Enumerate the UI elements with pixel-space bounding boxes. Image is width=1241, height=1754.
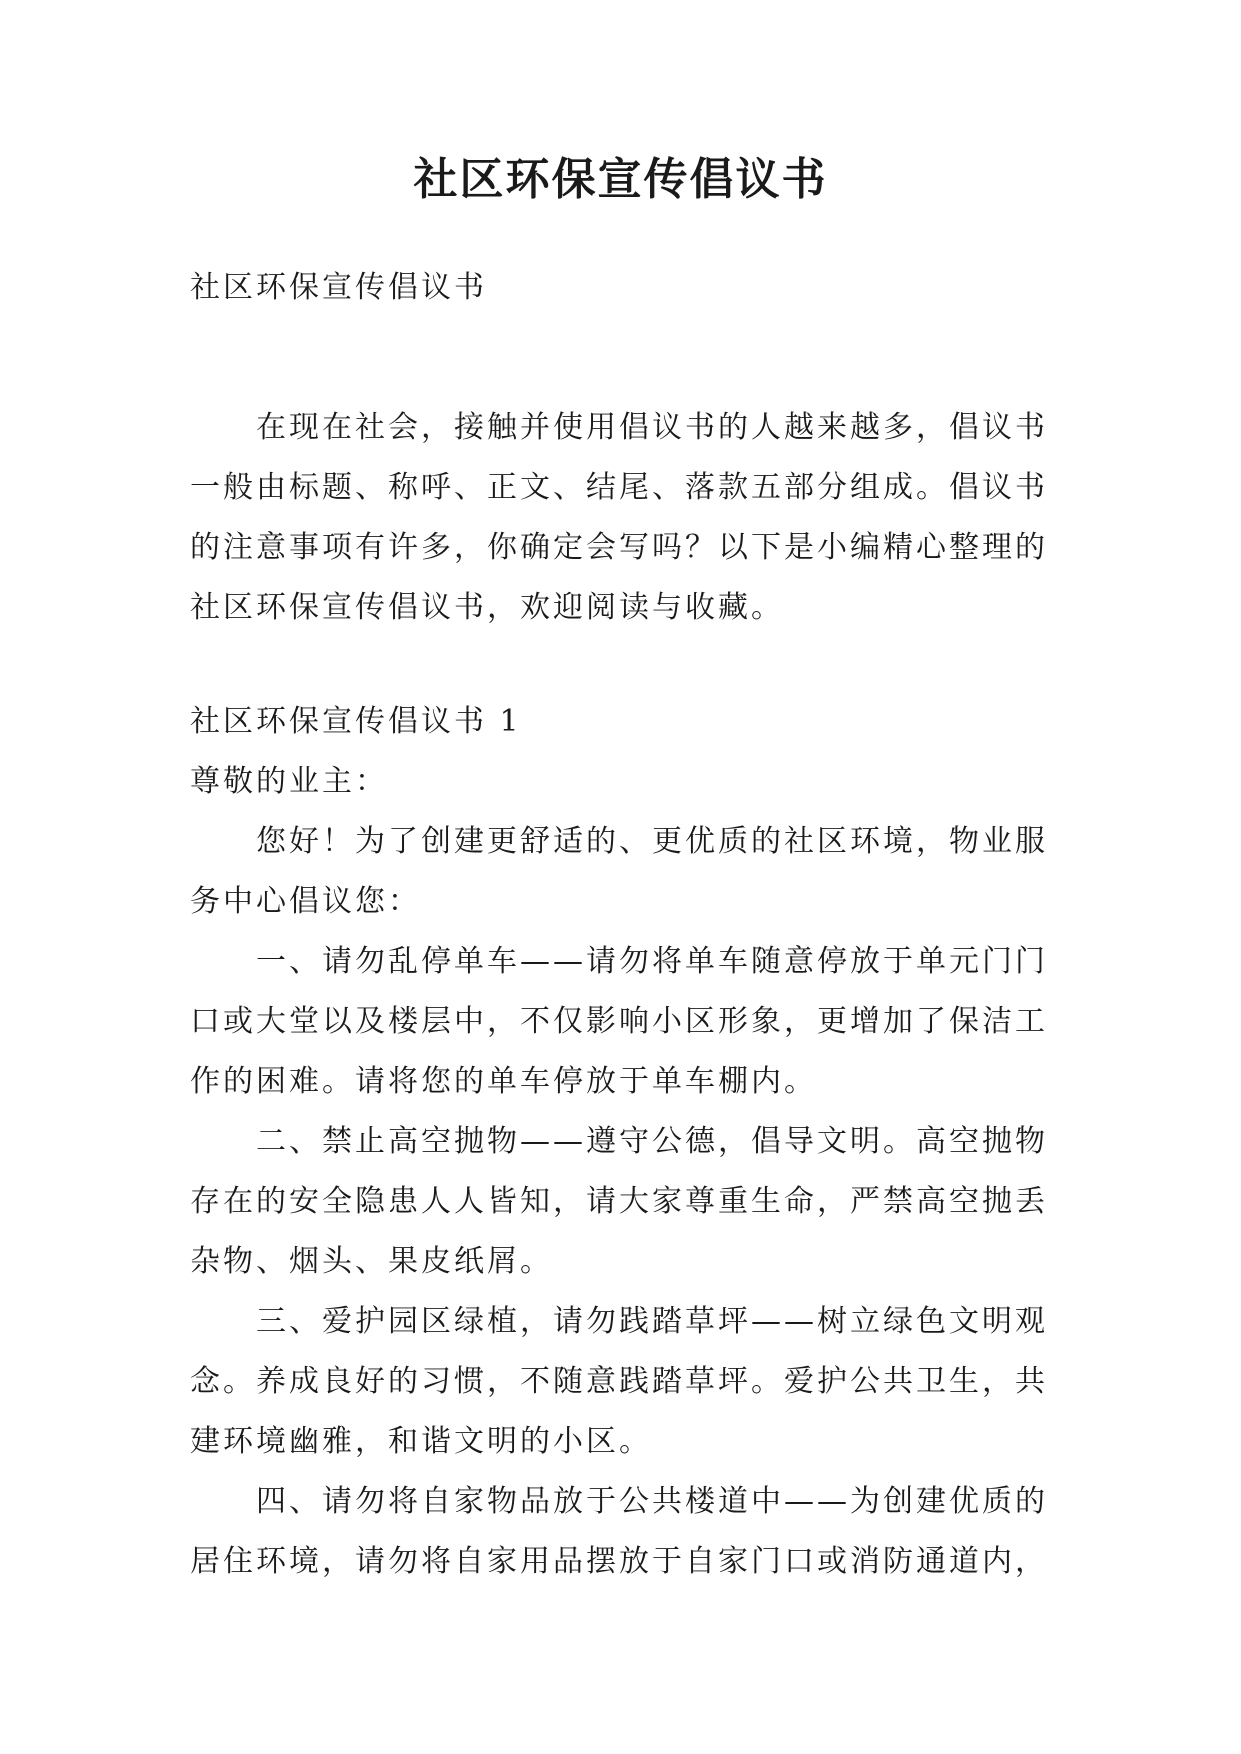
body-line: 居住环境，请勿将自家用品摆放于自家门口或消防通道内， bbox=[190, 1544, 1048, 1579]
body-line: 四、请勿将自家物品放于公共楼道中——为创建优质的 bbox=[256, 1484, 1048, 1519]
body-line: 您好！为了创建更舒适的、更优质的社区环境，物业服 bbox=[256, 824, 1048, 859]
subtitle-line: 社区环保宣传倡议书 bbox=[190, 270, 487, 305]
intro-paragraph bbox=[190, 398, 1060, 638]
body-line: 务中心倡议您： bbox=[190, 884, 421, 919]
body-line: 口或大堂以及楼层中，不仅影响小区形象，更增加了保洁工 bbox=[190, 1004, 1048, 1039]
document-title: 社区环保宣传倡议书 bbox=[413, 154, 828, 205]
section-heading: 社区环保宣传倡议书 1 bbox=[190, 704, 522, 739]
body-line: 杂物、烟头、果皮纸屑。 bbox=[190, 1244, 553, 1279]
document-subtitle bbox=[190, 258, 1060, 318]
body-line: 三、爱护园区绿植，请勿践踏草坪——树立绿色文明观 bbox=[256, 1304, 1048, 1339]
body-line: 二、禁止高空抛物——遵守公德，倡导文明。高空抛物 bbox=[256, 1124, 1048, 1159]
body-line: 一、请勿乱停单车——请勿将单车随意停放于单元门门 bbox=[256, 944, 1048, 979]
body-line: 念。养成良好的习惯，不随意践踏草坪。爱护公共卫生，共 bbox=[190, 1364, 1048, 1399]
intro-line: 在现在社会，接触并使用倡议书的人越来越多，倡议书 bbox=[256, 410, 1048, 445]
body-line: 存在的安全隐患人人皆知，请大家尊重生命，严禁高空抛丢 bbox=[190, 1184, 1048, 1219]
body-line: 作的困难。请将您的单车停放于单车棚内。 bbox=[190, 1064, 817, 1099]
intro-line: 社区环保宣传倡议书，欢迎阅读与收藏。 bbox=[190, 590, 784, 625]
body-line: 建环境幽雅，和谐文明的小区。 bbox=[190, 1424, 652, 1459]
salutation: 尊敬的业主： bbox=[190, 764, 388, 799]
intro-line: 的注意事项有许多，你确定会写吗？以下是小编精心整理的 bbox=[190, 530, 1048, 565]
intro-line: 一般由标题、称呼、正文、结尾、落款五部分组成。倡议书 bbox=[190, 470, 1048, 505]
section-1 bbox=[190, 692, 1060, 1592]
